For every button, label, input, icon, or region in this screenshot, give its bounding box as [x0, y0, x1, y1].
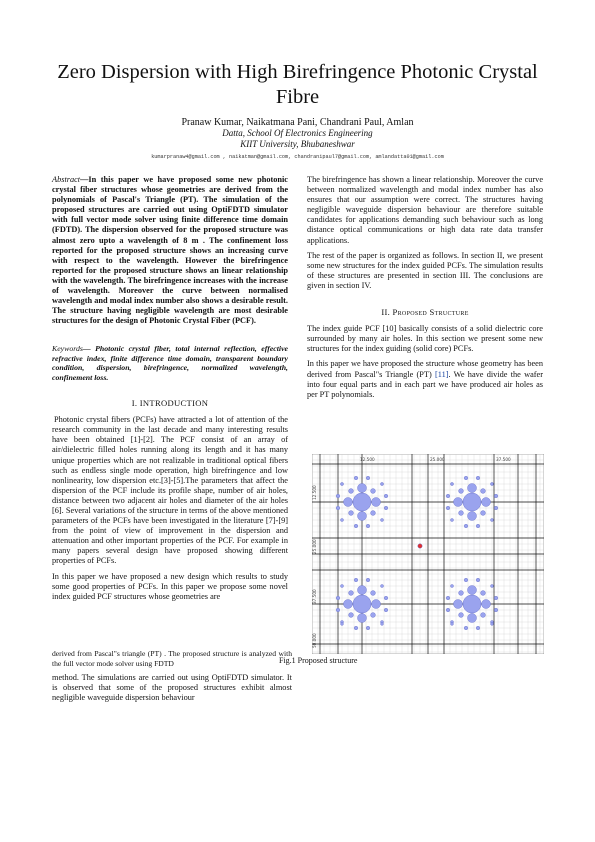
- left-column: [52, 175, 288, 607]
- air-hole-tiny: [366, 578, 370, 582]
- air-hole-tiny: [336, 608, 340, 612]
- air-hole-tiny: [446, 596, 450, 600]
- air-hole-tiny: [336, 596, 340, 600]
- keywords-text: — Photonic crystal fiber, total internal reflection, effective refractive index, finite difference time domain, transparent boundary condition, dispersion, birefringence, normalized wavelength, confinement loss.: [52, 344, 288, 382]
- air-hole-tiny: [446, 506, 450, 510]
- figure-axis-label-side: 50.000: [312, 633, 317, 648]
- air-hole-tiny: [336, 506, 340, 510]
- air-hole-medium: [358, 586, 367, 595]
- air-hole-medium: [372, 498, 381, 507]
- air-hole-medium: [482, 600, 491, 609]
- keywords-lead: Keywords: [52, 344, 83, 354]
- abstract-lead: Abstract: [52, 175, 81, 184]
- air-hole-small: [459, 511, 464, 516]
- right-paragraph-3: The index guide PCF [10] basically consists of a solid dielectric core surrounded by many air holes. In this section we present some new structures for the index guiding (solid core) PCFs.: [307, 324, 543, 354]
- air-hole-medium: [358, 614, 367, 623]
- air-hole-small: [459, 591, 464, 596]
- air-hole-tiny: [341, 519, 344, 522]
- air-hole-tiny: [354, 578, 358, 582]
- keywords: [52, 344, 288, 382]
- air-hole-tiny: [476, 578, 480, 582]
- air-hole-small: [349, 613, 354, 618]
- air-hole-tiny: [446, 494, 450, 498]
- air-hole-tiny: [494, 596, 498, 600]
- air-hole-tiny: [341, 483, 344, 486]
- air-hole-medium: [468, 484, 477, 493]
- paper-title: Zero Dispersion with High Birefringence Photonic Crystal Fibre: [57, 61, 538, 108]
- air-hole-tiny: [464, 524, 468, 528]
- air-hole-medium: [454, 498, 463, 507]
- air-hole-tiny: [491, 585, 494, 588]
- air-hole-medium: [468, 586, 477, 595]
- left-column-tail: [52, 649, 292, 708]
- air-hole-small: [371, 511, 376, 516]
- right-paragraph-4: [307, 359, 543, 399]
- introduction-body: [52, 415, 288, 602]
- right-column: [307, 175, 543, 405]
- air-hole-small: [371, 613, 376, 618]
- author-emails: kumarpranaw4@gmail.com , naikatman@gmail.com, chandranipaul7@gmail.com, amlandatta01@gmail.com: [151, 154, 444, 160]
- air-hole-tiny: [491, 483, 494, 486]
- figure-axis-label-top: 37.500: [496, 457, 511, 462]
- air-hole-small: [349, 511, 354, 516]
- citation-link-11[interactable]: [11]: [434, 369, 449, 379]
- air-hole-tiny: [494, 494, 498, 498]
- figure-caption: Fig.1 Proposed structure: [279, 656, 358, 665]
- figure-axis-label-top: 25.000: [430, 457, 445, 462]
- air-hole-tiny: [384, 608, 388, 612]
- air-hole-small: [481, 591, 486, 596]
- air-hole-large: [353, 595, 371, 613]
- intro-paragraph-1: Photonic crystal fibers (PCFs) have attracted a lot of attention of the research community in the last decade and many interesting results have been obtained [1]-[2]. The PCF consist of an array of air/dielectric filled holes running along its length and it has many unique properties which are not realizable in traditional optical fibers such as endless single mode operation, high birefringence and low nonlinearity, low dispersion etc.[3]-[5].The parameters that affect the dispersion of the PCF include its profile shape, number of air holes, distance between two adjacent air holes and diameter of the air holes [6]. Several variations of the structure in terms of the above mentioned parameters of the PCFs have been investigated in the literature [7]-[9] from the point of view of improvement in the dispersion and attenuation and other important properties of the PCF. For example in many papers several design have proposed showing different properties of PCFs.: [52, 415, 288, 566]
- air-hole-tiny: [381, 483, 384, 486]
- air-hole-small: [371, 591, 376, 596]
- air-hole-tiny: [336, 494, 340, 498]
- air-hole-small: [481, 613, 486, 618]
- air-hole-small: [459, 489, 464, 494]
- air-hole-tiny: [451, 483, 454, 486]
- core-marker: [418, 544, 422, 548]
- air-hole-tiny: [476, 626, 480, 630]
- air-hole-medium: [344, 600, 353, 609]
- air-hole-tiny: [464, 578, 468, 582]
- air-hole-tiny: [354, 524, 358, 528]
- air-hole-tiny: [494, 506, 498, 510]
- air-hole-small: [349, 489, 354, 494]
- air-hole-medium: [358, 512, 367, 521]
- figure-axis-label-side: 25.000: [312, 539, 317, 554]
- air-hole-small: [481, 489, 486, 494]
- figure-axis-label-side: 37.500: [312, 589, 317, 604]
- air-hole-tiny: [476, 476, 480, 480]
- figure-axis-label-side: 12.500: [312, 485, 317, 500]
- air-hole-large: [353, 493, 371, 511]
- air-hole-small: [371, 489, 376, 494]
- air-hole-tiny: [384, 506, 388, 510]
- air-hole-medium: [482, 498, 491, 507]
- section-heading-introduction: I. INTRODUCTION: [131, 398, 209, 409]
- air-hole-tiny: [341, 585, 344, 588]
- air-hole-tiny: [491, 623, 494, 626]
- air-hole-tiny: [366, 524, 370, 528]
- abstract-text: —In this paper we have proposed some new photonic crystal fiber structures whose geometries are derived from the polynomials of Pascal's Triangle (PT). The simulation of the proposed structures are carried out using OptiFDTD simulator with full vector mode solver using finite difference time domain (FDTD). The dispersion observed for the proposed structure was almost zero upto a wavelength of 8 m . The confinement loss reported for the proposed structure shows an increasing curve with respect to the wavelength. However the birefringence reported for the proposed structure shows an linear relationship with the wavelength. The birefringence increases with the increase of wavelength. Moreover the curve between normalised wavelength and modal index number also shows a desirable result. The structure having negligible wavelength are most desirable structures for the design of Photonic Crystal Fiber (PCF).: [52, 175, 288, 326]
- intro-paragraph-2: In this paper we have proposed a new design which results to study some good properties of PCFs. In this paper we propose some novel index guided PCF structures whose geometries are: [52, 571, 288, 601]
- air-hole-large: [463, 493, 481, 511]
- intro-paragraph-3b: method. The simulations are carried out using OptiFDTD simulator. It is observed that some of the proposed structures exhibit almost negligible waveguide dispersion behaviour: [52, 673, 292, 703]
- figure-axis-label-top: 12.500: [360, 457, 375, 462]
- air-hole-tiny: [464, 476, 468, 480]
- air-hole-large: [463, 595, 481, 613]
- air-hole-tiny: [366, 476, 370, 480]
- air-hole-tiny: [494, 608, 498, 612]
- air-hole-small: [349, 591, 354, 596]
- air-hole-tiny: [476, 524, 480, 528]
- proposed-structure-figure: [312, 454, 544, 654]
- air-hole-tiny: [491, 519, 494, 522]
- air-hole-tiny: [354, 476, 358, 480]
- air-hole-tiny: [381, 585, 384, 588]
- air-hole-medium: [468, 512, 477, 521]
- right-paragraph-4b: . We have divide the wafer into four equal parts and in each part we have produced air holes as per PT polynomials.: [307, 369, 543, 399]
- affiliation: Datta, School Of Electronics Engineering: [222, 128, 373, 138]
- air-hole-medium: [344, 498, 353, 507]
- air-hole-medium: [454, 600, 463, 609]
- air-hole-tiny: [381, 623, 384, 626]
- air-hole-medium: [358, 484, 367, 493]
- intro-paragraph-3a: derived from Pascal"s triangle (PT) . The proposed structure is analyzed with the full vector mode solver using FDTD: [52, 649, 292, 669]
- air-hole-small: [459, 613, 464, 618]
- air-hole-tiny: [446, 608, 450, 612]
- air-hole-medium: [372, 600, 381, 609]
- abstract: [52, 175, 288, 326]
- air-hole-tiny: [381, 519, 384, 522]
- section-heading-proposed-structure: II. Proposed Structure: [381, 307, 469, 318]
- air-hole-tiny: [354, 626, 358, 630]
- air-hole-medium: [468, 614, 477, 623]
- right-paragraph-1: The birefringence has shown a linear relationship. Moreover the curve between normalized wavelength and modal index number has also ensures that our assumption were correct. The structures having negligible waveguide dispersion behaviour are therefore suitable candidates for applications demanding such behaviour such as long distance optical communications or high data rate data transfer applications.: [307, 175, 543, 245]
- air-hole-tiny: [464, 626, 468, 630]
- author-list: Pranaw Kumar, Naikatmana Pani, Chandrani Paul, Amlan: [181, 117, 414, 128]
- air-hole-tiny: [451, 585, 454, 588]
- university: KIIT University, Bhubaneshwar: [240, 139, 355, 149]
- air-hole-tiny: [451, 623, 454, 626]
- air-hole-tiny: [366, 626, 370, 630]
- air-hole-small: [481, 511, 486, 516]
- air-hole-tiny: [384, 494, 388, 498]
- air-hole-tiny: [341, 623, 344, 626]
- right-paragraph-2: The rest of the paper is organized as follows. In section II, we present some new structures for the index guided PCFs. The simulation results of these structures are presented in section III. The conclusions are given in section IV.: [307, 250, 543, 290]
- air-hole-tiny: [451, 519, 454, 522]
- right-paragraph-4a: In this paper we have proposed the structure whose geometry has been derived from Pascal"s Triangle (PT): [307, 359, 543, 379]
- air-hole-tiny: [384, 596, 388, 600]
